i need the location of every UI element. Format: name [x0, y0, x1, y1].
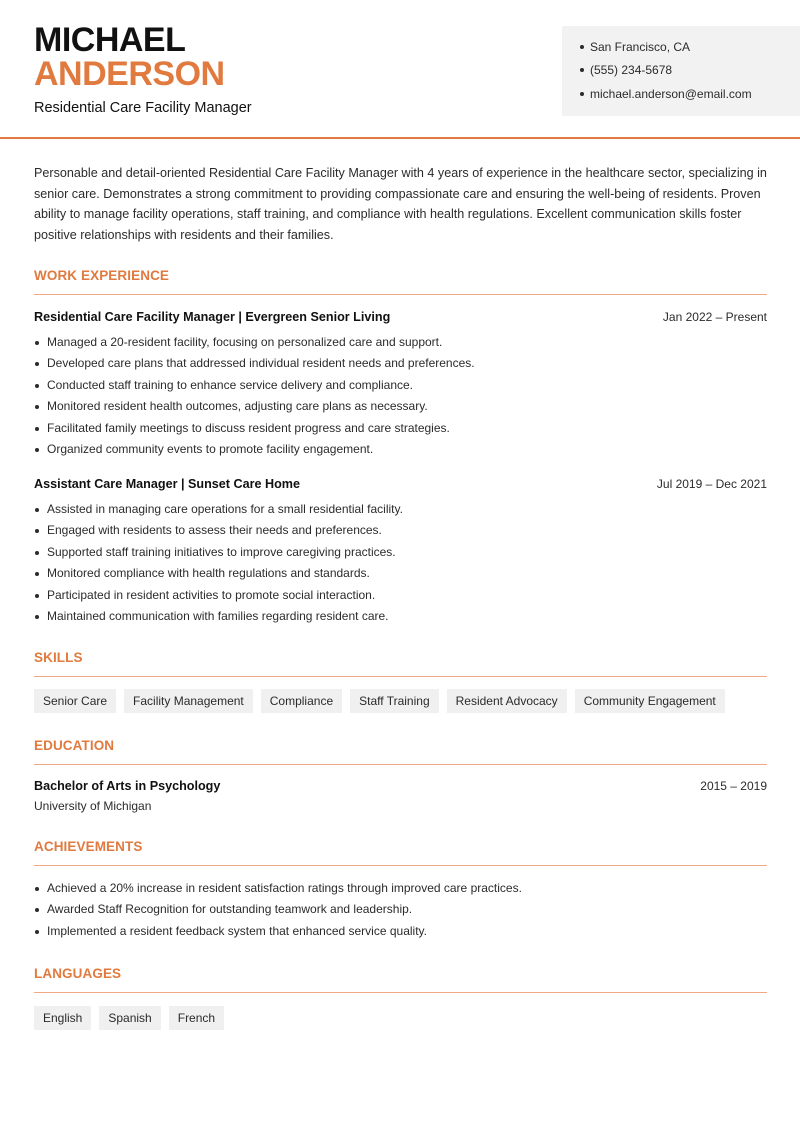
- skill-chip: Resident Advocacy: [447, 689, 567, 713]
- section-divider: [34, 992, 767, 993]
- section-divider: [34, 764, 767, 765]
- email-text: michael.anderson@email.com: [590, 87, 752, 101]
- list-item: Facilitated family meetings to discuss resident progress and care strategies.: [34, 418, 734, 439]
- education-header: [34, 777, 767, 795]
- job-role: Residential Care Facility Manager | Evergreen Senior Living: [34, 310, 391, 324]
- skill-chip: Senior Care: [34, 689, 116, 713]
- list-item: Monitored compliance with health regulations and standards.: [34, 563, 734, 584]
- list-item: Conducted staff training to enhance service delivery and compliance.: [34, 375, 734, 396]
- summary-paragraph: Personable and detail-oriented Residential Care Facility Manager with 4 years of experience in the healthcare sector, specializing in senior care. Demonstrates a strong commitment to providing compassionate care and ensuring the well-being of residents. Proven ability to manage facility operations, staff training, and compliance with health regulations. Excellent communication skills foster positive relationships with residents and their families.: [34, 166, 767, 242]
- job-bullets: [34, 332, 734, 460]
- skill-chip: Facility Management: [124, 689, 253, 713]
- contact-box: [562, 26, 800, 116]
- contact-email: [580, 86, 752, 102]
- section-title-skills: SKILLS: [34, 650, 83, 665]
- list-item: Supported staff training initiatives to improve caregiving practices.: [34, 542, 734, 563]
- job-role: Assistant Care Manager | Sunset Care Home: [34, 477, 300, 491]
- skill-chip: Community Engagement: [575, 689, 725, 713]
- bullet-icon: [580, 92, 584, 96]
- phone-text: (555) 234-5678: [590, 63, 673, 77]
- last-name: ANDERSON: [34, 55, 225, 93]
- education-dates: 2015 – 2019: [700, 779, 767, 793]
- achievements-list: [34, 878, 734, 942]
- school-name: University of Michigan: [34, 799, 152, 813]
- list-item: Assisted in managing care operations for a small residential facility.: [34, 499, 734, 520]
- languages-list: [34, 1006, 224, 1030]
- contact-location: [580, 39, 690, 55]
- list-item: Engaged with residents to assess their needs and preferences.: [34, 520, 734, 541]
- bullet-icon: [580, 68, 584, 72]
- job-bullets: [34, 499, 734, 627]
- list-item: Monitored resident health outcomes, adjusting care plans as necessary.: [34, 396, 734, 417]
- language-chip: Spanish: [99, 1006, 160, 1030]
- language-chip: French: [169, 1006, 224, 1030]
- list-item: Participated in resident activities to promote social interaction.: [34, 585, 734, 606]
- skills-list: [34, 689, 725, 713]
- language-chip: English: [34, 1006, 91, 1030]
- bullet-icon: [580, 45, 584, 49]
- list-item: Achieved a 20% increase in resident satisfaction ratings through improved care practices.: [34, 878, 734, 899]
- job-dates: Jan 2022 – Present: [662, 310, 767, 324]
- list-item: Maintained communication with families regarding resident care.: [34, 606, 734, 627]
- list-item: Organized community events to promote facility engagement.: [34, 439, 734, 460]
- degree: Bachelor of Arts in Psychology: [34, 779, 221, 793]
- section-divider: [34, 865, 767, 866]
- job-title: Residential Care Facility Manager: [34, 100, 252, 116]
- resume-header: [0, 0, 800, 139]
- location-text: San Francisco, CA: [590, 40, 691, 54]
- list-item: Implemented a resident feedback system that enhanced service quality.: [34, 921, 734, 942]
- section-title-education: EDUCATION: [34, 738, 115, 753]
- job-dates: Jul 2019 – Dec 2021: [656, 477, 767, 491]
- list-item: Managed a 20-resident facility, focusing on personalized care and support.: [34, 332, 734, 353]
- list-item: Awarded Staff Recognition for outstanding teamwork and leadership.: [34, 899, 734, 920]
- section-title-work: WORK EXPERIENCE: [34, 268, 170, 283]
- first-name: MICHAEL: [34, 21, 186, 59]
- skill-chip: Staff Training: [350, 689, 439, 713]
- job-header: [34, 475, 767, 493]
- section-divider: [34, 676, 767, 677]
- section-title-languages: LANGUAGES: [34, 966, 122, 981]
- list-item: Developed care plans that addressed individual resident needs and preferences.: [34, 353, 734, 374]
- skill-chip: Compliance: [261, 689, 342, 713]
- section-divider: [34, 294, 767, 295]
- section-title-achievements: ACHIEVEMENTS: [34, 839, 143, 854]
- job-header: [34, 308, 767, 326]
- contact-phone: [580, 62, 672, 78]
